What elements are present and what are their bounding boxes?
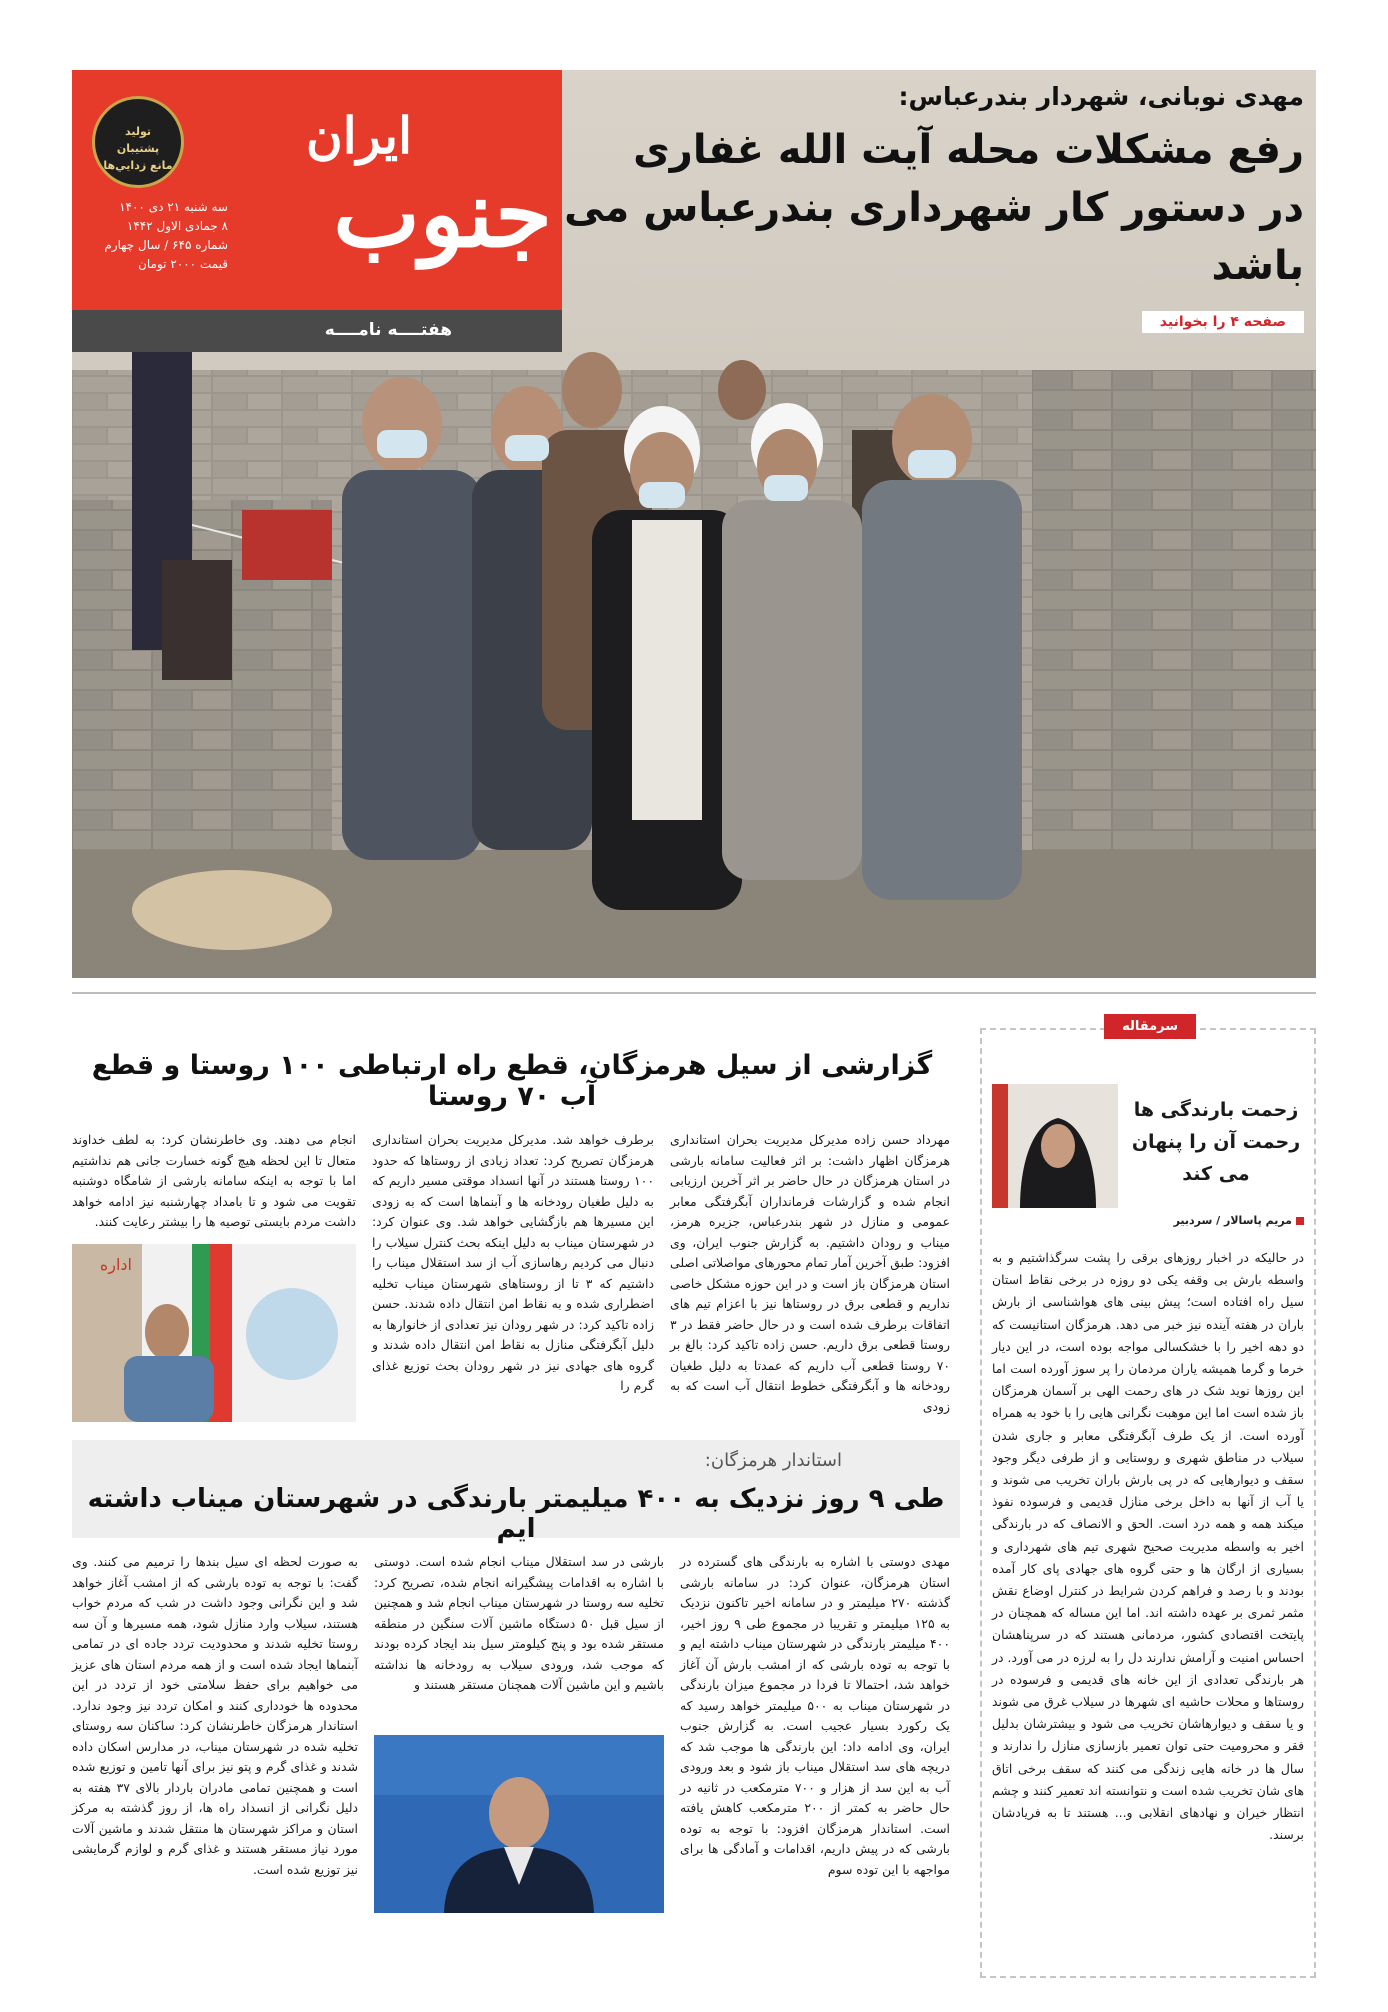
seal-line-2: پشتيبان [116, 142, 160, 155]
weekly-label: هفتــــه نامــــه [72, 310, 562, 352]
issue-info [88, 198, 228, 274]
read-more-link[interactable]: صفحه ۴ را بخوانید [1142, 311, 1304, 333]
lead-headline-line-1: رفع مشکلات محله آیت الله غفاری [633, 127, 1304, 173]
editorial-body: در حالیکه در اخبار روزهای برقی را پشت سرگذاشتیم و به واسطه بارش بی وقفه یکی دو روزه در برخی نقاط استان سیل راه افتاده است؛ پیش بینی های هواشناسی از بارش باران در هفته آینده نیز خبر می دهد. هرمزگان استانیست که دو دهه اخیر را با خشکسالی مواجه بوده است، در این دیار خرما و گرما همیشه یاران مردمان را پر سوز آورده است اما این روزها نوید شک در های رحمت الهی بر آسمان هرمزگان باز شده است اما این موهبت نگرانی هایی را با خود به همراه آورده است. از یک طرف آبگرفتگی معابر و جاری شدن سیلاب در مناطق شهری و روستایی و از طرفی دیگر وجود سقف و دیوارهایی که در پی بارش باران تخریب می شوند و یا آب از آنها به داخل برخی منازل قدیمی و فرسوده نفوذ میکند همه و همه درد است. الحق و الانصاف که در بارندگی اخیر به واسطه مدیریت صحیح شهری تیم های شهرداری و بسیاری از ارگان ها و حتی گروه های جهادی پای کار آمده بودند و با رصد و فراهم کردن شرایط در کنترل اوضاع نقش مثمر ثمری بر عهده داشته اند. اما این مساله که همچنان در پایتخت اقتصادی کشور، مردمانی هستند که در سرپناهشان احساس امنیت و آرامش ندارند دل را به لرزه در می آورد. در هر بارندگی تعدادی از این خانه های قدیمی و فرسوده در روستاها و محلات حاشیه ای شهرها در سیلاب غرق می شوند و یا سقف و دیوارهاشان تخریب می شود و بیشترشان بدلیل فقر و محرومیت حتی توان تعمیر بازسازی منازل را ندارند و سال ها در خانه هایی زندگی می کنند که سقف برخی اتاق های شان تخریب شده است و نتوانسته اند تعمیر کنند و چشم انتظار خیران و نهادهای انقلابی و... هستند تا به فریادشان برسند. [992, 1250, 1304, 1843]
editorial-title: زحمت بارندگی ها رحمت آن را پنهان می کند [1131, 1099, 1301, 1185]
editorial-byline: مریم پاسالار / سردبیر [992, 1214, 1304, 1227]
seal-line-3: مانع زدايي‌ها [103, 159, 173, 172]
story1-photo-illustration [72, 1244, 356, 1422]
issue-number: شماره ۶۴۵ / سال چهارم [104, 238, 228, 252]
story1-title[interactable]: گزارشی از سیل هرمزگان، قطع راه ارتباطی ۱۰۰ روستا و قطع آب ۷۰ روستا [91, 1050, 933, 1112]
story2-photo [374, 1735, 664, 1913]
story2-column-1: مهدی دوستی با اشاره به بارندگی های گسترده در استان هرمزگان، عنوان کرد: در سامانه بارشی گذشته ۲۷۰ میلیمتر و در سامانه اخیر تاکنون نزدیک به ۱۲۵ میلیمتر و تقریبا در مجموع طی ۹ روز اخیر، ۴۰۰ میلیمتر بارندگی در شهرستان میناب داشته ایم و با توجه به توده بارشی که از امشب بارش آن آغاز خواهد شد، احتمالا تا فردا در مجموع میزان بارندگی در شهرستان میناب به ۵۰۰ میلیمتر خواهد رسید که یک رکورد بسیار عجیب است. به گزارش جنوب ایران، وی ادامه داد: این بارندگی ها موجب شد که دریچه های سد استقلال میناب باز شود و بعد ورودی آب به این سد از هزار و ۷۰۰ مترمکعب در ثانیه در حال حاضر به کمتر از ۲۰۰ مترمکعب کاهش یافته است. استاندار هرمزگان افزود: با توجه به توده بارشی که در پیش داریم، اقدامات و آمادگی ها برای مواجهه با این توده سوم [680, 1554, 951, 1877]
issue-hijri-date: ۸ جمادی الاول ۱۴۴۲ [126, 219, 228, 233]
issue-date: سه شنبه ۲۱ دی ۱۴۰۰ [119, 200, 228, 214]
editorial-column [980, 1019, 1316, 1978]
section-divider [72, 992, 1316, 994]
production-seal-icon [92, 96, 184, 188]
story2-column-2: بارشی در سد استقلال میناب انجام شده است. دوستی با اشاره به اقدامات پیشگیرانه انجام شده، تصریح کرد: تخلیه سه روستا در شهرستان میناب انجام شد و همچنین از سیل قبل ۵۰ دستگاه ماشین آلات سنگین در منطقه مستقر شده بود و پنج کیلومتر سیل بند ایجاد کرده بودند که موجب شد، ورودی سیلاب به رودخانه ها نداشته باشیم و این ماشین آلات همچنان مستقر هستند و [374, 1554, 665, 1692]
story2-kicker: استاندار هرمزگان: [704, 1450, 842, 1471]
masthead [72, 70, 562, 352]
story2-title[interactable]: طی ۹ روز نزدیک به ۴۰۰ میلیمتر بارندگی در شهرستان میناب داشته ایم [87, 1484, 945, 1544]
editor-portrait-illustration [992, 1084, 1118, 1208]
story1-column-2: برطرف خواهد شد. مدیرکل مدیریت بحران استانداری هرمزگان تصریح کرد: تعداد زیادی از روستاها که حدود ۱۰۰ روستا هستند در آنها انسداد موقتی مسیر داریم که به دلیل طغیان رودخانه ها و آبنماها است که به زودی این مسیرها هم بازگشایی خواهد شد. وی عنوان کرد: در شهرستان میناب به دلیل اینکه بحث کنترل سیلاب را دنبال می کردیم رهاسازی آب از سد استقلال میناب را داشتیم که ۳ تا از روستاهای شهرستان میناب تخلیه اضطراری شده و به نقاط امن انتقال داده شدند. حسن زاده تاکید کرد: در شهر رودان نیز تعدادی از خانوارها به دلیل آبگرفتگی منازل به نقاط امن انتقال داده شدند و گروه های جهادی نیز در شهر رودان بحث توزیع غذای گرم را [372, 1132, 654, 1393]
lead-kicker: مهدی نوبانی، شهردار بندرعباس: [898, 82, 1304, 111]
story2-column-3: به صورت لحظه ای سیل بندها را ترمیم می کنند. وی گفت: با توجه به توده بارشی که از امشب آغاز خواهد شد و این نگرانی وجود داشت در شب که مردم خواب هستند، سیلاب وارد منازل شود، همه مسیرها و آن سه روستا تخلیه شدند و محدودیت تردد جاده ای در تمامی آبنماها ایجاد شده است و از همه مردم استان های عزیز می خواهیم برای حفظ سلامتی خود از تردد در این محدوده ها خودداری کنند و امکان تردد نیز وجود ندارد. استاندار هرمزگان خاطرنشان کرد: ساکنان سه روستای تخلیه شده در شهرستان میناب، در مدارس اسکان داده شدند و غذای گرم و پتو نیز برای آنها تامین و توزیع شده است و همچنین تمامی مادران باردار بالای ۳۷ هفته به دلیل نگرانی از انسداد راه ها، از روز گذشته به مرکز استان و مراکز شهرستان ها منتقل شدند و ماشین آلات مورد نیاز مستقر هستند و غذای گرم و لوازم گرمایشی نیز توزیع شده است. [72, 1554, 358, 1877]
section-tag-editorial: سرمقاله [1104, 1014, 1196, 1039]
newspaper-logo[interactable] [222, 106, 552, 268]
editor-portrait [992, 1084, 1118, 1208]
lead-headline-line-2: در دستور کار شهرداری بندرعباس می باشد [564, 185, 1304, 289]
story1-column-3: انجام می دهند. وی خاطرنشان کرد: به لطف خداوند متعال تا این لحظه هیچ گونه خسارت جانی هم نداشتیم اما با توجه به اینکه سامانه بارشی از شامگاه دوشنبه تقویت می شود و تا بامداد چهارشنبه نیز ادامه خواهد داشت مردم بایستی توصیه ها را بیشتر رعایت کنند. [72, 1132, 356, 1229]
story2-photo-illustration [374, 1735, 664, 1913]
issue-price: قیمت ۲۰۰۰ تومان [138, 257, 228, 271]
story1-photo-sign: اداره [99, 1255, 132, 1274]
lead-headline-block [534, 82, 1304, 333]
seal-line-1: توليد [124, 125, 151, 138]
masthead-red-panel [72, 70, 562, 328]
story1-column-1: مهرداد حسن زاده مدیرکل مدیریت بحران استانداری هرمزگان اظهار داشت: بر اثر فعالیت سامانه بارشی در استان هرمزگان در حال حاضر بر اثر آخرین ارزیابی انجام شده و گزارشات فرمانداران آبگرفتگی معابر عمومی و منازل در شهر بندرعباس، جزیره هرمز، میناب و رودان داشتیم. به گزارش جنوب ایران، وی افزود: طبق آخرین آمار تمام محورهای مواصلاتی اصلی استان هرمزگان باز است و در این حوزه مشکل خاصی نداریم و قطعی برق در روستاها نیز با اعزام تیم های اتفاقات برطرف شده است و در حال حاضر فقط در ۳ روستا قطعی برق داریم. حسن زاده تاکید کرد: بالغ بر ۷۰ روستا قطعی آب داریم که عمدتا به دلیل طغیان رودخانه ها و آبگرفتگی خطوط انتقال آب است که به زودی [670, 1132, 950, 1414]
editorial-header [992, 1084, 1304, 1208]
logo-main: جنوب [333, 160, 552, 268]
story1-photo [72, 1244, 356, 1422]
logo-sub: ایران [305, 106, 412, 165]
